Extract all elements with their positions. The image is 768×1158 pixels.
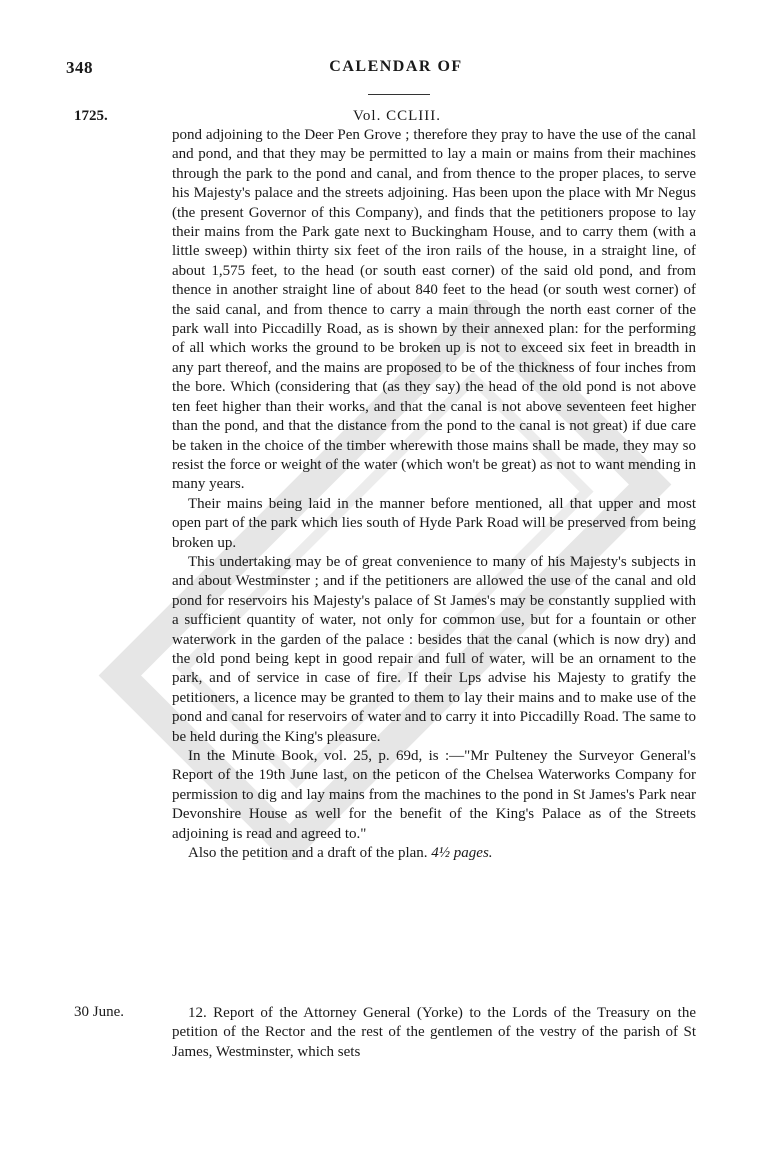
pages-note: 4½ pages. — [431, 845, 493, 862]
header-rule — [368, 94, 430, 95]
entry-body — [172, 126, 696, 863]
page-number: 348 — [66, 58, 93, 77]
body-paragraph: This undertaking may be of great convenience to many of his Majesty's subjects in and about Westminster ; and if the petitioners are allowed the use of the canal and old pond for reservoirs his Majesty's palace of St James's may be constantly supplied with a sufficient quantity of water, not only for common use, but for a fountain or other waterwork in the garden of the palace : besides that the canal (which is now dry) and the old pond being kept in good repair and full of water, will be an ornament to the park, and of service in case of fire. If their Lps advise his Majesty to gratify the petitioners, a licence may be granted to them to lay their mains and to make use of the pond and canal for reservoirs of water and to carry it into Piccadilly Road. The same to be held during the King's pleasure. — [172, 553, 696, 745]
running-head — [0, 58, 768, 82]
body-paragraph: pond adjoining to the Deer Pen Grove ; therefore they pray to have the use of the canal and pond, and that they may be permitted to lay a main or mains from their machines through the park to the pond and canal, and from thence to the proper places, to serve his Majesty's palace and the streets adjoining. Has been upon the place with Mr Negus (the present Governor of this Company), and finds that the petitioners propose to lay their mains from the Park gate next to Buckingham House, and to carry them (with a little sweep) within thirty six feet of the iron rails of the house, in a straight line, of about 1,575 feet, to the head (or south east corner) of the said old pond, and from thence in another straight line of about 840 feet to the head (or south west corner) of the said canal, and from thence to carry a main through the north east corner of the park wall into Piccadilly Road, as is shown by their annexed plan: for the performing of all which works the ground to be broken up is not to exceed six feet in breadth in any part thereof, and the mains are proposed to be of the thickness of four inches from the bore. Which (considering that (as they say) the head of the old pond is not above ten feet higher than their works, and that the canal is not above seventeen feet higher than the pond, and that the distance from the pond to the canal is not great) if due care be taken in the choice of the timber wherewith those mains shall be made, they may so resist the force or weight of the water (which won't be great) as not to want mending in many years. — [172, 127, 696, 493]
closing-text: Also the petition and a draft of the plan. — [188, 845, 428, 862]
running-title: CALENDAR OF — [329, 58, 463, 75]
body-paragraph: In the Minute Book, vol. 25, p. 69d, is :—"Mr Pulteney the Surveyor General's Report of the 19th June last, on the peticon of the Chelsea Waterworks Company for permission to dig and lay mains from the machines to the pond in St James's Park near Devonshire House as well for the benefit of the King's Palace as of the Streets adjoining is read and agreed to." — [172, 748, 696, 842]
next-entry — [172, 1004, 696, 1062]
next-entry-text: 12. Report of the Attorney General (Yorke) to the Lords of the Treasury on the petition of the Rector and the rest of the gentlemen of the vestry of the parish of St James, Westminster, which sets — [172, 1005, 696, 1060]
margin-year: 1725. — [74, 108, 108, 124]
volume-label: Vol. CCLIII. — [353, 108, 441, 124]
margin-date: 30 June. — [74, 1004, 124, 1020]
body-paragraph: Their mains being laid in the manner before mentioned, all that upper and most open part of the park which lies south of Hyde Park Road will be preserved from being broken up. — [172, 495, 696, 551]
closing-line — [172, 844, 696, 863]
